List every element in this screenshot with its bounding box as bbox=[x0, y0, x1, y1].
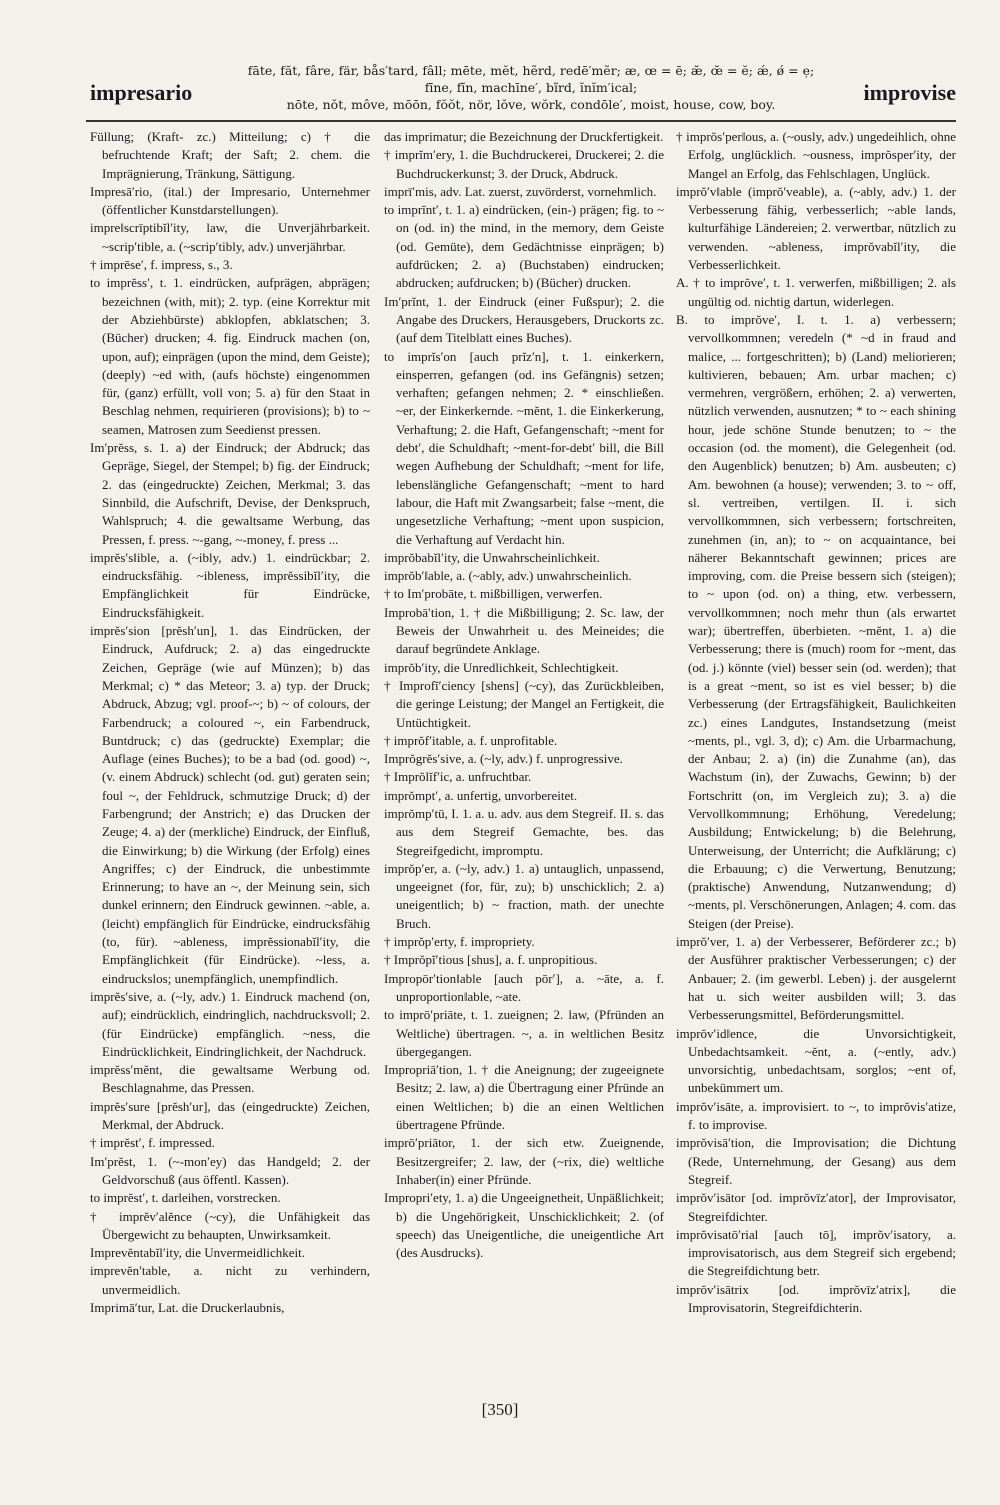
dictionary-entry: Im′prĭnt, 1. der Eindruck (einer Fußspur); 2. die Angabe des Druckers, Herausgebers, Druckorts zc. (auf dem Titelblatt eines Buches). bbox=[384, 293, 664, 346]
dictionary-entry: imprŏp′er, a. (~ly, adv.) 1. a) untauglich, unpassend, ungeeignet (for, für, zu); b) unschicklich; 2. a) uneigentlich; b) ~ fraction, math. der unechte Bruch. bbox=[384, 860, 664, 931]
dictionary-entry: † imprĭm′ery, 1. die Buchdruckerei, Druckerei; 2. die Buchdruckerkunst; 3. der Druck, Abdruck. bbox=[384, 147, 664, 181]
dictionary-entry: † to Im′probāte, t. mißbilligen, verwerfen. bbox=[384, 586, 603, 602]
column-3 bbox=[676, 128, 956, 1403]
dictionary-entry: † Improfĭ′ciency [shens] (~cy), das Zurückbleiben, die geringe Leistung; der Mangel an Fertigkeit, die Untüchtigkeit. bbox=[384, 677, 664, 730]
dictionary-entry: to imprĭs′on [auch prĭz′n], t. 1. einkerkern, einsperren, gefangen (od. ins Gefängnis) setzen; verhaften; gefangen nehmen; 2. * einschließen. ~er, der Einkerkernde. ~mĕnt, 1. die Einkerkerung, Verhaftung; 2. die Haft, Gefangenschaft; ~ment for debt′, die Schuldhaft; ~ment-for-debt′ bill, die Bill wegen Aufhebung der Schuldhaft; ~ment for life, lebenslängliche Gefangenschaft; ~ment to hard labour, die Haft mit Zwangsarbeit; false ~ment, die ungesetzliche Verhaftung; ~ment upon suspicion, die Verhaftung auf Verdacht hin. bbox=[384, 348, 664, 547]
dictionary-entry: Im′prĕst, 1. (~-mon′ey) das Handgeld; 2. der Geldvorschuß (aus öffentl. Kassen). bbox=[90, 1153, 370, 1187]
dictionary-entry: imprŏb′‖able, a. (~ably, adv.) unwahrscheinlich. bbox=[384, 568, 632, 584]
dictionary-entry: imprŏ′ver, 1. a) der Verbesserer, Beförderer zc.; b) der Ausführer praktischer Verbesserungen; c) der Anbauer; 2. (im gewerbl. Leben) j. der ausgelernt hat u. sich weiter ausbilden will; 3. das Verbesserungsmittel, Beförderungsmittel. bbox=[676, 934, 956, 1023]
right-running-headword: improvise bbox=[863, 80, 956, 105]
page-header bbox=[86, 48, 956, 118]
dictionary-entry: imprĕs′sure [prĕsh′ur], das (eingedruckte) Zeichen, Merkmal, der Abdruck. bbox=[90, 1098, 370, 1133]
dictionary-entry: Imprevĕntabĭl′ity, die Unvermeidlichkeit. bbox=[90, 1245, 305, 1261]
dictionary-entry: imprŏv′id‖ence, die Unvorsichtigkeit, Unbedachtsamkeit. ~ĕnt, a. (~ently, adv.) unvorsichtig, unbedachtsam, sorglos; ~ent of, unbekümmert um. bbox=[676, 1025, 956, 1096]
dictionary-entry: † Imprŏpĭ′tious [shus], a. f. unpropitious. bbox=[384, 952, 598, 968]
dictionary-entry: to imprĕss′, t. 1. eindrücken, aufprägen, abprägen; bezeichnen (with, mit); 2. typ. (eine Korrektur mit der Abziehbürste) abklopfen, abklatschen; 3. (Bücher) drucken; 4. fig. Eindruck machen (on, upon, auf); einprägen (upon the mind, dem Geiste); (deeply) ~ed with, (aufs höchste) eingenommen für, (ganz) erfüllt, voll von; 5. a) für den Staat in Beschlag nehmen, requirieren (provisions); b) to ~ seamen, Matrosen zum Seedienst pressen. bbox=[90, 275, 370, 437]
pronunciation-key bbox=[236, 62, 826, 113]
dictionary-entry: † imprĕst′, f. impressed. bbox=[90, 1135, 215, 1151]
dictionary-entry: Improbā′tion, 1. † die Mißbilligung; 2. Sc. law, der Beweis der Unwahrheit u. des Meineides; die darauf begründete Anklage. bbox=[384, 604, 664, 657]
dictionary-entry: Füllung; (Kraft- zc.) Mitteilung; c) † die befruchtende Kraft; der Saft; 2. chem. die Imprägnierung, Tränkung, Sättigung. bbox=[90, 129, 370, 181]
dictionary-entry: Impropōr′tion‖able [auch pōr′], a. ~āte, a. f. unproportion‖able, ~ate. bbox=[384, 970, 664, 1004]
pronunciation-key-line: fīne, fĭn, machīne′, bĩrd, ĭnĭm′ical; bbox=[424, 80, 638, 95]
dictionary-entry: imprĕs′s‖ible, a. (~ibly, adv.) 1. eindrückbar; 2. eindrucksfähig. ~ibleness, imprĕssibĭl′ity, die Empfänglichkeit für Eindrücke, Eindrucksfähigkeit. bbox=[90, 549, 370, 620]
dictionary-entry: imprevĕn′table, a. nicht zu verhindern, unvermeidlich. bbox=[90, 1263, 370, 1297]
dictionary-entry: imprŏvisatō′rial [auch tō], imprŏv′isatory, a. improvisatorisch, aus dem Stegreif sich ergebend; die Stegreifdichtung betr. bbox=[676, 1226, 956, 1279]
dictionary-entry: imprŏmpt′, a. unfertig, unvorbereitet. bbox=[384, 787, 578, 803]
dictionary-entry: imprŏbabĭl′ity, die Unwahrscheinlichkeit. bbox=[384, 549, 600, 565]
pronunciation-key-line: nōte, nŏt, môve, mōōn, fŏŏt, nör, lŏve, wŏrk, condōle′, moist, house, cow, boy. bbox=[286, 97, 776, 112]
dictionary-entry: imprŏv′isātor [od. imprŏvīz′ator], der Improvisator, Stegreifdichter. bbox=[676, 1190, 956, 1224]
dictionary-entry: imprŏb′ity, die Unredlichkeit, Schlechtigkeit. bbox=[384, 659, 619, 675]
dictionary-entry: imprĕs′sion [prĕsh′un], 1. das Eindrücken, der Eindruck, Aufdruck; 2. a) das eingedruckte Zeichen, Gepräge (wie auf Münzen); b) das Merkmal; c) * das Meteor; 3. a) typ. der Druck; Abdruck, Abzug; vgl. proof-~; b) ~ of colours, der Farbendruck; a coloured ~, ein Farbendruck, Buntdruck; c) das (gedruckte) Exemplar; die Auflage (eines Buches); to be a bad (od. good) ~, (v. einem Abdruck) schlecht (od. gut) geraten sein; foul ~, der Fehldruck, schmutzige Druck; d) der Farbengrund; der Anstrich; e) das Drucken der Zeuge; 4. a) der (merkliche) Eindruck, der Einfluß, die Einwirkung; b) die Wirkung (der Erfolg) eines Angriffes; c) der Eindruck, die unbestimmte Erinnerung; to have an ~, der Meinung sein, sich dunkel erinnern; den Eindruck gewinnen. ~able, a. (leicht) empfänglich für Eindrücke, eindrucksfähig (to, für). ~ableness, imprĕssionabĭl′ity, die Empfänglichkeit (für Eindrücke). ~less, a. eindruckslos; unempfänglich, unempfindlich. bbox=[90, 623, 370, 986]
dictionary-entry: imprŏ′v‖able (imprŏ′veable), a. (~ably, adv.) 1. der Verbesserung fähig, verbesserlich; ~able lands, kulturfähige Ländereien; 2. verwertbar, nützlich zu verwenden. ~ableness, imprŏvabĭl′ity, die Verbesserlichkeit. bbox=[676, 183, 956, 273]
column-1 bbox=[90, 128, 370, 1403]
left-running-headword: impresario bbox=[90, 80, 193, 105]
dictionary-entry: Impropriā′tion, 1. † die Aneignung; der zugeeignete Besitz; 2. law, a) die Übertragung einer Pfründe an einen Weltlichen; b) die an einen Weltlichen übertragene Pfründe. bbox=[384, 1062, 664, 1133]
header-rule bbox=[86, 120, 956, 122]
dictionary-entry: † imprŏs′per‖ous, a. (~ously, adv.) ungedeihlich, ohne Erfolg, unglücklich. ~ousness, imprŏsper′ity, der Mangel an Erfolg, das Fehlschlagen, Unglück. bbox=[676, 129, 956, 181]
dictionary-entry: to imprō′priāte, t. 1. zueignen; 2. law, (Pfründen an Weltliche) übertragen. ~, a. in weltlichen Besitz übergegangen. bbox=[384, 1007, 664, 1059]
dictionary-entry: imprĕss′mĕnt, die gewaltsame Werbung od. Beschlagnahme, das Pressen. bbox=[90, 1062, 370, 1096]
dictionary-entry: Impresā′rio, (ital.) der Impresario, Unternehmer (öffentlicher Kunstdarstellungen). bbox=[90, 183, 370, 218]
dictionary-entry: imprō′priātor, 1. der sich etw. Zueignende, Besitzergreifer; 2. law, der (~rix, die) weltliche Inhaber(in) einer Pfründe. bbox=[384, 1135, 664, 1187]
dictionary-entry: B. to imprŏve′, I. t. 1. a) verbessern; vervollkommnen; veredeln (* ~d in fraud and malice, ... fortgeschritten); b) (Land) meliorieren; kultivieren, bebauen; Am. urbar machen; c) vermehren, vergrößern, erhöhen; 2. a) verwerten, nützlich verwenden, ausnutzen; * to ~ each shining hour, jede schöne Stunde benutzen; to ~ the occasion (od. the moment), die Gelegenheit (od. den Augenblick) benutzen; b) Am. ausbeuten; c) Am. bewohnen (a house); verwenden; 3. to ~ off, sl. vertreiben, vertilgen. II. i. sich vervollkommnen, sich verbessern; fortschreiten, zunehmen (in, an); to ~ on acquaintance, bei näherer Bekanntschaft gewinnen; prices are improving, com. die Preise bessern sich (steigen); to ~ upon (od. on) a thing, etw. verbessern, vervollkommnen; noch mehr thun (als erwartet war); übertreffen, überbieten. ~mĕnt, 1. a) die Verbesserung; there is (much) room for ~ment, das (od. j.) könnte (viel) besser sein (od. werden); that is a great ~ment, so ist es viel besser; b) die Verbesserung (der Ertragsfähigkeit, Baulichkeiten zc.) eines Landgutes, Instandsetzung (meist ~ments, pl., vgl. 3, d); c) Am. die Urbarmachung, der Anbau; 2. a) (in) die Zunahme (an), das Wachstum (in), der Zuwachs, Gewinn; b) der Fortschritt (on, im Vergleich zu); 3. a) die Vervollkommnung; Erhöhung, Veredelung; Ausbildung; Entwickelung; b) die Belehrung, Unterweisung, der Unterricht; die Aufklärung; c) die Erbauung; c) die Verwertung, Benutzung; (praktische) Anwendung, Nutzanwendung; d) ~ments, pl. Verschönerungen, Anlagen; 4. com. das Steigen (der Preise). bbox=[676, 311, 956, 931]
dictionary-entry: to imprĭnt′, t. 1. a) eindrücken, (ein-) prägen; fig. to ~ on (od. in) the mind, in the memory, dem Geiste (od. Gemüte), dem Gedächtnisse einprägen; b) aufdrücken; 2. a) (Buchstaben) eindrucken; abdrucken; aufdrucken; b) (Bücher) drucken. bbox=[384, 202, 664, 291]
dictionary-entry: imprŏvisā′tion, die Improvisation; die Dichtung (Rede, Unternehmung, der Gesang) aus dem Stegreif. bbox=[676, 1135, 956, 1187]
dictionary-entry: Im′prĕss, s. 1. a) der Eindruck; der Abdruck; das Gepräge, Siegel, der Stempel; b) fig. der Eindruck; 2. das (eingedruckte) Zeichen, Merkmal; 3. das Sinnbild, die Aufschrift, Devise, der Denkspruch, Wahlspruch; 4. die gewaltsame Werbung, das Pressen, f. press. ~-gang, ~-money, f. press ... bbox=[90, 440, 370, 547]
dictionary-entry: Imprimā′tur, Lat. die Druckerlaubnis, bbox=[90, 1300, 285, 1315]
page-number: [350] bbox=[481, 1400, 519, 1419]
dictionary-entry: † imprŏp′erty, f. impropriety. bbox=[384, 934, 535, 950]
dictionary-entry: das imprimatur; die Bezeichnung der Druckfertigkeit. bbox=[384, 129, 664, 144]
dictionary-entry: imprī′mis, adv. Lat. zuerst, zuvörderst, vornehmlich. bbox=[384, 183, 657, 199]
dictionary-entry: † imprĕv′alĕnce (~cy), die Unfähigkeit das Übergewicht zu behaupten, Unwirksamkeit. bbox=[90, 1208, 370, 1242]
dictionary-entry: impre‖scrīptibĭl′ity, law, die Unverjährbarkeit. ~scrip′tible, a. (~scrip′tibly, adv.) unverjährbar. bbox=[90, 220, 370, 254]
dictionary-entry: Imprŏgrĕs′sive, a. (~ly, adv.) f. unprogressive. bbox=[384, 751, 623, 767]
dictionary-entry: to imprĕst′, t. darleihen, vorstrecken. bbox=[90, 1190, 281, 1206]
dictionary-entry: imprŏv′isāte, a. improvisiert. to ~, to imprŏvis′atize, f. to improvise. bbox=[676, 1098, 956, 1133]
dictionary-entry: imprĕs′sive, a. (~ly, adv.) 1. Eindruck machend (on, auf); eindrücklich, eindringlich, nachdrucksvoll; 2. (für Eindrücke) empfänglich. ~ness, die Eindrücklichkeit, Eindringlichkeit, der Nachdruck. bbox=[90, 988, 370, 1059]
dictionary-entry: † imprēse′, f. impress, s., 3. bbox=[90, 257, 233, 273]
dictionary-entry: imprŏmp′tū, I. 1. a. u. adv. aus dem Stegreif. II. s. das aus dem Stegreif Gemachte, bes. das Stegreifgedicht, impromptu. bbox=[384, 805, 664, 858]
dictionary-entry: A. † to imprŏve′, t. 1. verwerfen, mißbilligen; 2. als ungültig od. nichtig dartun, widerlegen. bbox=[676, 275, 956, 309]
dictionary-entry: imprŏv′isātrix [od. imprŏvīz′atrix], die Improvisatorin, Stegreifdichterin. bbox=[676, 1281, 956, 1315]
dictionary-entry: Impropri′ety, 1. a) die Ungeeignetheit, Unpäßlichkeit; b) die Ungehörigkeit, Unschicklichkeit; 2. (of speech) das Uneigentliche, die uneigentliche Art (des Ausdrucks). bbox=[384, 1190, 664, 1261]
dictionary-entry: † imprŏf′itable, a. f. unprofitable. bbox=[384, 732, 558, 748]
dictionary-entry: † Imprŏlĭf′ic, a. unfruchtbar. bbox=[384, 769, 532, 785]
pronunciation-key-line: fāte, făt, fâre, fär, bås′tard, fâll; mēte, mĕt, hẽrd, redē′mẽr; æ, œ = ē; æ̆, œ̆ = ĕ; ǽ, ǿ = ẹ; bbox=[247, 63, 815, 78]
column-2 bbox=[384, 128, 664, 1403]
